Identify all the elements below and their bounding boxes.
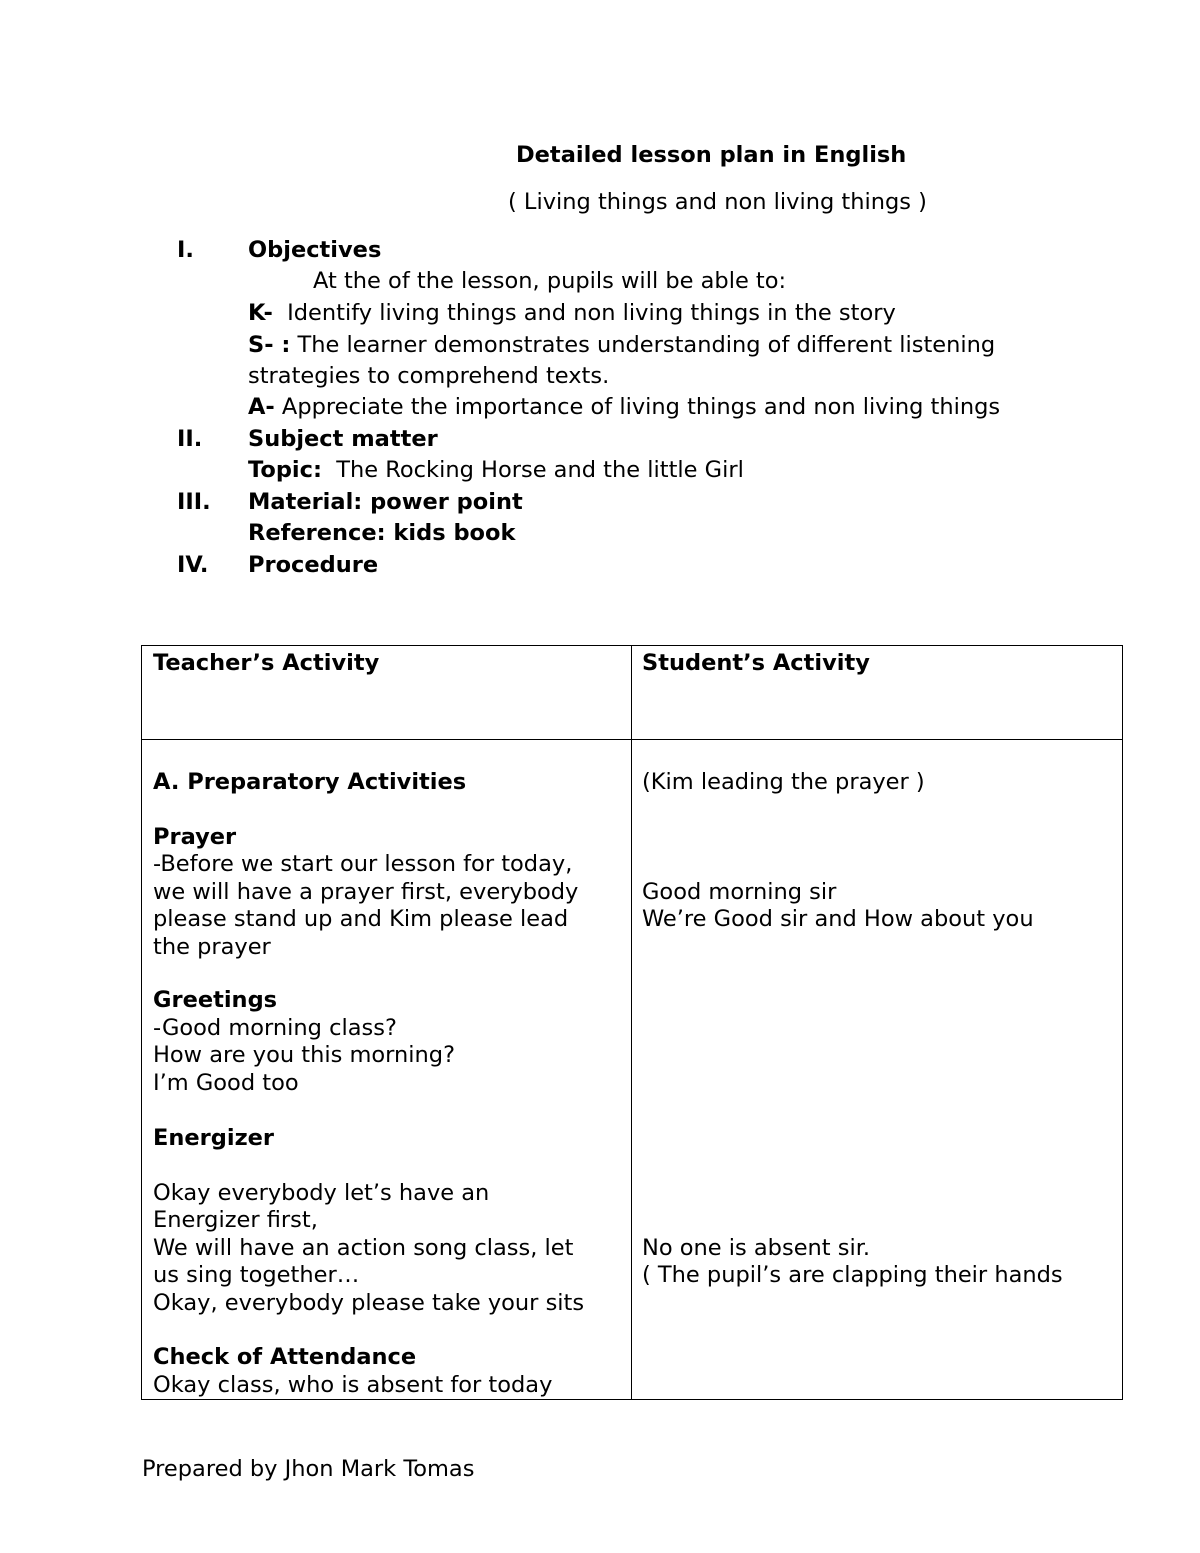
subject-topic [248, 459, 744, 482]
heading-greetings: Greetings [153, 987, 278, 1013]
outline-number-subject-matter: II. [177, 426, 203, 452]
prayer-line: the prayer [153, 934, 271, 960]
energizer-line: Okay everybody let’s have an [153, 1180, 490, 1206]
outline-heading-procedure: Procedure [248, 552, 379, 578]
outline-heading-objectives: Objectives [248, 237, 382, 263]
energizer-line: We will have an action song class, let [153, 1235, 574, 1261]
heading-energizer: Energizer [153, 1125, 275, 1151]
objective-s-text: The learner demonstrates understanding of different listening [297, 332, 996, 358]
header-student-activity: Student’s Activity [642, 650, 870, 676]
section-preparatory-activities: A. Preparatory Activities [153, 769, 467, 795]
energizer-line: us sing together… [153, 1262, 360, 1288]
energizer-line: Okay, everybody please take your sits [153, 1290, 585, 1316]
student-prayer-response: (Kim leading the prayer ) [642, 769, 925, 795]
document-subtitle: ( Living things and non living things ) [508, 189, 927, 215]
heading-prayer: Prayer [153, 824, 237, 850]
prayer-line: please stand up and Kim please lead [153, 906, 569, 932]
table-column-divider [631, 646, 632, 1399]
heading-check-of-attendance: Check of Attendance [153, 1344, 417, 1370]
objective-a-text: Appreciate the importance of living things and non living things [281, 394, 1001, 420]
greetings-line: -Good morning class? [153, 1015, 397, 1041]
outline-number-material: III. [177, 489, 211, 515]
outline-heading-material: Material: power point [248, 489, 523, 515]
objective-s-label: S- : [248, 332, 291, 358]
energizer-line: Energizer first, [153, 1207, 318, 1233]
student-attendance-response: No one is absent sir. [642, 1235, 871, 1261]
greetings-line: I’m Good too [153, 1070, 299, 1096]
table-header-divider [142, 739, 1122, 740]
material-reference: Reference: kids book [248, 520, 516, 546]
topic-label: Topic: [248, 457, 322, 483]
student-attendance-response: ( The pupil’s are clapping their hands [642, 1262, 1063, 1288]
document-title: Detailed lesson plan in English [516, 142, 907, 168]
outline-number-procedure: IV. [177, 552, 209, 578]
outline-heading-subject-matter: Subject matter [248, 426, 438, 452]
student-greeting-response: Good morning sir [642, 879, 837, 905]
topic-text: The Rocking Horse and the little Girl [336, 457, 744, 483]
outline-number-objectives: I. [177, 237, 194, 263]
header-teacher-activity: Teacher’s Activity [153, 650, 380, 676]
objective-attitude [248, 396, 1000, 419]
objective-k-label: K- [248, 300, 273, 326]
prepared-by: Prepared by Jhon Mark Tomas [142, 1456, 475, 1482]
prayer-line: -Before we start our lesson for today, [153, 851, 573, 877]
objective-a-label: A- [248, 394, 275, 420]
student-greeting-response: We’re Good sir and How about you [642, 906, 1034, 932]
prayer-line: we will have a prayer first, everybody [153, 879, 579, 905]
activity-table [141, 645, 1123, 1400]
greetings-line: How are you this morning? [153, 1042, 456, 1068]
objective-skill [248, 334, 995, 357]
objective-knowledge [248, 302, 896, 325]
objective-k-text: Identify living things and non living things in the story [287, 300, 896, 326]
attendance-line: Okay class, who is absent for today [153, 1372, 553, 1398]
objectives-intro: At the of the lesson, pupils will be able to: [313, 268, 787, 294]
objective-skill-continued: strategies to comprehend texts. [248, 363, 610, 389]
